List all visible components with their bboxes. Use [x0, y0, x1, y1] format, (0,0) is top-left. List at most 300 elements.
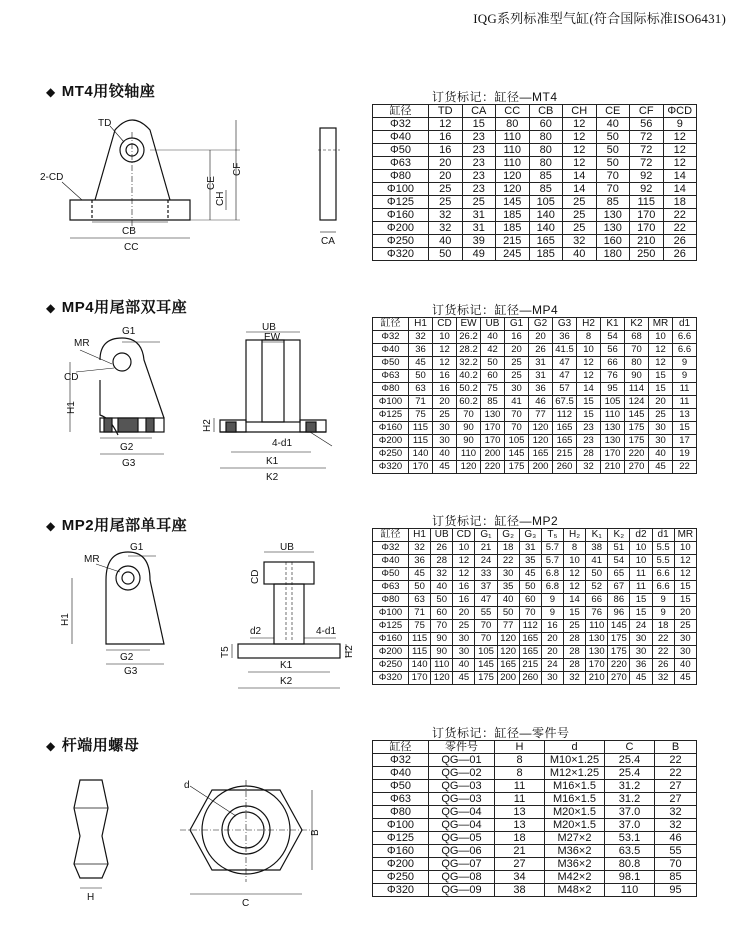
table-row — [373, 118, 697, 131]
column-header: 缸径 — [373, 318, 409, 331]
table-cell: 32 — [409, 542, 431, 555]
label-cb: CB — [122, 226, 136, 237]
table-cell: Φ32 — [373, 754, 429, 767]
table-cell: Φ200 — [373, 222, 429, 235]
table-cell: 70 — [431, 620, 453, 633]
label-ew: EW — [264, 332, 281, 343]
table-cell: 145 — [496, 196, 530, 209]
table-cell: 30 — [453, 633, 475, 646]
table-cell: 96 — [608, 607, 630, 620]
label-ca: CA — [321, 236, 335, 247]
column-header: CD — [433, 318, 457, 331]
table-cell: 70 — [475, 633, 497, 646]
table-cell: 28 — [563, 659, 585, 672]
table-cell: 13 — [673, 409, 697, 422]
table-cell: 105 — [505, 435, 529, 448]
table-cell: 77 — [497, 620, 519, 633]
table-cell: 110 — [431, 659, 453, 672]
column-header: H2 — [577, 318, 601, 331]
table-cell: 180 — [596, 248, 630, 261]
table-cell: Φ320 — [373, 248, 429, 261]
table-cell: 245 — [496, 248, 530, 261]
table-cell: 200 — [497, 672, 519, 685]
table-cell: 50 — [596, 131, 630, 144]
table-cell: 38 — [495, 884, 545, 897]
table-cell: 110 — [496, 144, 530, 157]
table-cell: 200 — [481, 448, 505, 461]
table-header-row — [373, 529, 697, 542]
table-cell: 54 — [608, 555, 630, 568]
table-cell: 23 — [577, 422, 601, 435]
table-cell: 31.2 — [605, 793, 655, 806]
table-cell: 51 — [608, 542, 630, 555]
table-cell: 72 — [630, 144, 664, 157]
table-cell: Φ100 — [373, 183, 429, 196]
table-cell: 30 — [674, 633, 696, 646]
table-cell: 50 — [431, 594, 453, 607]
table-cell: 50 — [429, 248, 463, 261]
table-cell: 25 — [453, 620, 475, 633]
table-cell: 47 — [475, 594, 497, 607]
table-cell: 34 — [495, 871, 545, 884]
table-cell: 175 — [625, 435, 649, 448]
table-cell: 50 — [497, 607, 519, 620]
table-cell: 170 — [481, 435, 505, 448]
column-header: CD — [453, 529, 475, 542]
table-row — [373, 659, 697, 672]
table-cell: 30 — [649, 422, 673, 435]
column-header: H1 — [409, 529, 431, 542]
table-cell: Φ200 — [373, 858, 429, 871]
table-cell: 165 — [529, 235, 563, 248]
table-cell: 30 — [505, 383, 529, 396]
table-row — [373, 422, 697, 435]
table-cell: 110 — [496, 131, 530, 144]
table-cell: Φ50 — [373, 780, 429, 793]
table-cell: 11 — [630, 581, 652, 594]
table-cell: 12 — [577, 370, 601, 383]
table-cell: 115 — [409, 422, 433, 435]
table-cell: 36 — [553, 331, 577, 344]
table-cell: 92 — [630, 183, 664, 196]
table-cell: 86 — [608, 594, 630, 607]
table-cell: 47 — [553, 357, 577, 370]
table-cell: 16 — [505, 331, 529, 344]
table-cell: 15 — [630, 594, 652, 607]
column-header: G₂ — [497, 529, 519, 542]
table-cell: 24 — [630, 620, 652, 633]
table-cell: 30 — [674, 646, 696, 659]
table-cell: 23 — [577, 435, 601, 448]
table-cell: 80 — [625, 357, 649, 370]
table-cell: 31 — [529, 370, 553, 383]
table-cell: Φ160 — [373, 845, 429, 858]
table-cell: Φ63 — [373, 581, 409, 594]
table-cell: 6.6 — [652, 568, 674, 581]
table-cell: 16 — [429, 144, 463, 157]
table-cell: 145 — [608, 620, 630, 633]
table-cell: 20 — [429, 170, 463, 183]
table-cell: 25 — [429, 183, 463, 196]
table-cell: 12 — [433, 344, 457, 357]
table-cell: 6.6 — [673, 344, 697, 357]
table-cell: 92 — [630, 170, 664, 183]
table-row — [373, 767, 697, 780]
label-cd: CD — [64, 372, 79, 383]
table-cell: Φ250 — [373, 659, 409, 672]
table-cell: 130 — [601, 435, 625, 448]
table-cell: 200 — [529, 461, 553, 474]
table-cell: QG—03 — [429, 793, 495, 806]
table-cell: 120 — [497, 646, 519, 659]
table-header-row — [373, 105, 697, 118]
column-header: d1 — [673, 318, 697, 331]
table-cell: 67 — [608, 581, 630, 594]
table-cell: 26.2 — [457, 331, 481, 344]
table-cell: 60 — [519, 594, 541, 607]
column-header: K1 — [601, 318, 625, 331]
table-cell: 105 — [601, 396, 625, 409]
table-cell: 19 — [673, 448, 697, 461]
table-cell: 12 — [649, 357, 673, 370]
mp4-drawing — [40, 320, 360, 490]
column-header: MR — [674, 529, 696, 542]
table-cell: 175 — [625, 422, 649, 435]
table-cell: 20 — [429, 157, 463, 170]
label-h2: H2 — [202, 419, 213, 432]
table-cell: M20×1.5 — [545, 806, 605, 819]
column-header: 缸径 — [373, 105, 429, 118]
table-cell: 40 — [481, 331, 505, 344]
label-ch: CH — [215, 191, 226, 206]
table-cell: 140 — [529, 222, 563, 235]
table-cell: QG—07 — [429, 858, 495, 871]
page-header: IQG系列标准型气缸(符合国际标准ISO6431) — [473, 11, 726, 26]
table-cell: Φ40 — [373, 344, 409, 357]
table-cell: 105 — [529, 196, 563, 209]
table-cell: 40 — [433, 448, 457, 461]
table-cell: 25 — [649, 409, 673, 422]
table-cell: 38 — [586, 542, 608, 555]
table-row — [373, 780, 697, 793]
table-row — [373, 383, 697, 396]
table-cell: 32 — [409, 331, 433, 344]
table-cell: 32 — [431, 568, 453, 581]
table-cell: 170 — [630, 222, 664, 235]
table-cell: 13 — [495, 806, 545, 819]
table-cell: 9 — [541, 607, 563, 620]
table-cell: 10 — [563, 555, 585, 568]
column-header: CB — [529, 105, 563, 118]
table-cell: Φ160 — [373, 209, 429, 222]
table-cell: 130 — [586, 646, 608, 659]
table-cell: 30 — [497, 568, 519, 581]
table-cell: 70 — [625, 344, 649, 357]
table-cell: 80 — [529, 144, 563, 157]
table-row — [373, 344, 697, 357]
table-cell: 9 — [673, 370, 697, 383]
table-cell: 12 — [429, 118, 463, 131]
table-cell: 25 — [563, 620, 585, 633]
table-cell: Φ40 — [373, 767, 429, 780]
label-g2: G2 — [120, 652, 134, 663]
table-cell: 16 — [429, 131, 463, 144]
table-cell: 16 — [433, 383, 457, 396]
table-cell: 165 — [553, 435, 577, 448]
table-cell: 70 — [655, 858, 697, 871]
table-cell: 45 — [453, 672, 475, 685]
mt4-drawing — [40, 110, 360, 260]
mp2-drawing — [40, 540, 360, 700]
table-cell: 5.7 — [541, 542, 563, 555]
table-cell: 56 — [601, 344, 625, 357]
section-title-mp4: ◆ MP4用尾部双耳座 — [46, 299, 188, 316]
table-cell: 32 — [577, 461, 601, 474]
table-cell: 23 — [462, 131, 496, 144]
column-header: d — [545, 741, 605, 754]
column-header: CH — [563, 105, 597, 118]
table-cell: 32 — [563, 672, 585, 685]
section-title-mt4: ◆ MT4用铰轴座 — [46, 83, 156, 100]
table-cell: 23 — [462, 170, 496, 183]
table-cell: 70 — [519, 607, 541, 620]
table-cell: 40 — [431, 581, 453, 594]
table-cell: 10 — [433, 331, 457, 344]
table-row — [373, 819, 697, 832]
table-header-row — [373, 318, 697, 331]
table-cell: 9 — [652, 607, 674, 620]
table-row — [373, 435, 697, 448]
table-cell: 32 — [655, 806, 697, 819]
table-cell: 66 — [586, 594, 608, 607]
table-cell: 6.8 — [541, 568, 563, 581]
table-cell: 11 — [673, 383, 697, 396]
table-row — [373, 222, 697, 235]
table-cell: Φ125 — [373, 832, 429, 845]
table-cell: 71 — [409, 396, 433, 409]
table-row — [373, 357, 697, 370]
table-cell: Φ200 — [373, 646, 409, 659]
label-h: H — [87, 892, 95, 903]
table-cell: 14 — [563, 183, 597, 196]
table-cell: 115 — [409, 633, 431, 646]
table-cell: 260 — [553, 461, 577, 474]
label-g2: G2 — [120, 442, 134, 453]
table-cell: 110 — [457, 448, 481, 461]
label-k2: K2 — [280, 676, 293, 687]
table-cell: 70 — [457, 409, 481, 422]
table-cell: 80 — [496, 118, 530, 131]
table-row — [373, 209, 697, 222]
table-cell: 95 — [601, 383, 625, 396]
table-cell: M36×2 — [545, 845, 605, 858]
table-cell: 47 — [553, 370, 577, 383]
column-header: H — [495, 741, 545, 754]
table-cell: 10 — [630, 555, 652, 568]
table-cell: 130 — [481, 409, 505, 422]
table-cell: 120 — [497, 633, 519, 646]
table-cell: Φ63 — [373, 370, 409, 383]
table-cell: 23 — [462, 144, 496, 157]
table-cell: 26 — [663, 235, 697, 248]
table-cell: M36×2 — [545, 858, 605, 871]
table-cell: 25 — [505, 370, 529, 383]
table-cell: M48×2 — [545, 884, 605, 897]
table-cell: 145 — [625, 409, 649, 422]
table-cell: 5.7 — [541, 555, 563, 568]
table-cell: 28 — [563, 646, 585, 659]
table-cell: 14 — [563, 594, 585, 607]
table-cell: 98.1 — [605, 871, 655, 884]
table-cell: 12 — [663, 157, 697, 170]
table-cell: 56 — [630, 118, 664, 131]
table-cell: 215 — [496, 235, 530, 248]
spec-table-nut — [372, 740, 697, 897]
table-cell: Φ63 — [373, 793, 429, 806]
table-cell: 46 — [529, 396, 553, 409]
table-cell: QG—09 — [429, 884, 495, 897]
table-cell: 130 — [596, 209, 630, 222]
table-cell: 40 — [674, 659, 696, 672]
table-row — [373, 884, 697, 897]
table-cell: Φ63 — [373, 157, 429, 170]
table-cell: 32 — [563, 235, 597, 248]
table-cell: 37.0 — [605, 806, 655, 819]
table-cell: 120 — [457, 461, 481, 474]
column-header: K₂ — [608, 529, 630, 542]
table-cell: Φ80 — [373, 594, 409, 607]
table-cell: 20 — [674, 607, 696, 620]
column-header: B — [655, 741, 697, 754]
column-header: G1 — [505, 318, 529, 331]
order-label-mt4: 订货标记：缸径—MT4 — [432, 90, 558, 104]
table-cell: 12 — [563, 131, 597, 144]
label-h1: H1 — [60, 613, 71, 626]
label-k1: K1 — [266, 456, 279, 467]
table-cell: QG—01 — [429, 754, 495, 767]
section-title-nut: ◆ 杆端用螺母 — [46, 737, 140, 754]
table-cell: 80 — [529, 131, 563, 144]
table-cell: 15 — [649, 383, 673, 396]
table-cell: 11 — [673, 396, 697, 409]
table-cell: M27×2 — [545, 832, 605, 845]
table-row — [373, 806, 697, 819]
table-cell: 31 — [462, 209, 496, 222]
table-cell: 270 — [625, 461, 649, 474]
table-cell: 95 — [655, 884, 697, 897]
table-cell: 20 — [541, 646, 563, 659]
column-header: G2 — [529, 318, 553, 331]
column-header: UB — [431, 529, 453, 542]
table-cell: Φ125 — [373, 620, 409, 633]
table-cell: 21 — [475, 542, 497, 555]
spec-table-mp4 — [372, 317, 697, 474]
table-cell: 50 — [596, 144, 630, 157]
table-cell: 14 — [663, 170, 697, 183]
column-header: MR — [649, 318, 673, 331]
table-cell: 32 — [429, 209, 463, 222]
table-cell: 175 — [608, 646, 630, 659]
table-cell: 85 — [529, 183, 563, 196]
table-cell: Φ80 — [373, 383, 409, 396]
column-header: TD — [429, 105, 463, 118]
table-cell: 12 — [563, 581, 585, 594]
table-cell: 185 — [496, 209, 530, 222]
table-cell: Φ80 — [373, 806, 429, 819]
table-cell: 270 — [608, 672, 630, 685]
table-cell: 57 — [553, 383, 577, 396]
column-header: K2 — [625, 318, 649, 331]
column-header: d2 — [630, 529, 652, 542]
table-cell: Φ40 — [373, 555, 409, 568]
table-cell: 10 — [630, 542, 652, 555]
column-header: CC — [496, 105, 530, 118]
column-header: EW — [457, 318, 481, 331]
table-cell: 20 — [529, 331, 553, 344]
table-cell: 165 — [529, 448, 553, 461]
column-header: T₅ — [541, 529, 563, 542]
table-cell: 90 — [457, 435, 481, 448]
table-cell: 26 — [431, 542, 453, 555]
table-cell: 220 — [481, 461, 505, 474]
table-cell: 31 — [462, 222, 496, 235]
table-cell: 80.8 — [605, 858, 655, 871]
table-cell: 50 — [409, 370, 433, 383]
label-g3: G3 — [124, 666, 138, 677]
table-cell: 260 — [519, 672, 541, 685]
table-cell: 25 — [505, 357, 529, 370]
table-cell: 49 — [462, 248, 496, 261]
table-cell: 130 — [601, 422, 625, 435]
table-cell: 130 — [586, 633, 608, 646]
table-cell: 72 — [630, 131, 664, 144]
table-cell: 114 — [625, 383, 649, 396]
table-cell: 68 — [625, 331, 649, 344]
table-cell: 170 — [601, 448, 625, 461]
table-cell: 12 — [433, 357, 457, 370]
table-cell: 15 — [630, 607, 652, 620]
table-cell: 70 — [475, 620, 497, 633]
table-cell: Φ100 — [373, 819, 429, 832]
table-cell: 45 — [674, 672, 696, 685]
table-cell: 6.6 — [652, 581, 674, 594]
label-g1: G1 — [130, 542, 144, 553]
table-cell: 25 — [429, 196, 463, 209]
table-cell: 14 — [663, 183, 697, 196]
table-cell: 9 — [673, 357, 697, 370]
table-cell: 35 — [519, 555, 541, 568]
table-cell: 18 — [495, 832, 545, 845]
table-cell: 27 — [495, 858, 545, 871]
column-header: K₁ — [586, 529, 608, 542]
table-cell: 31.2 — [605, 780, 655, 793]
table-cell: 90 — [431, 646, 453, 659]
table-cell: M20×1.5 — [545, 819, 605, 832]
table-row — [373, 832, 697, 845]
table-cell: 250 — [630, 248, 664, 261]
table-cell: 220 — [608, 659, 630, 672]
table-cell: 25.4 — [605, 754, 655, 767]
table-cell: 165 — [519, 646, 541, 659]
table-cell: 63 — [409, 594, 431, 607]
table-cell: Φ100 — [373, 607, 409, 620]
table-row — [373, 633, 697, 646]
table-cell: 55 — [655, 845, 697, 858]
table-cell: 54 — [601, 331, 625, 344]
table-cell: 110 — [586, 620, 608, 633]
table-row — [373, 754, 697, 767]
label-4d1: 4-d1 — [316, 626, 337, 637]
